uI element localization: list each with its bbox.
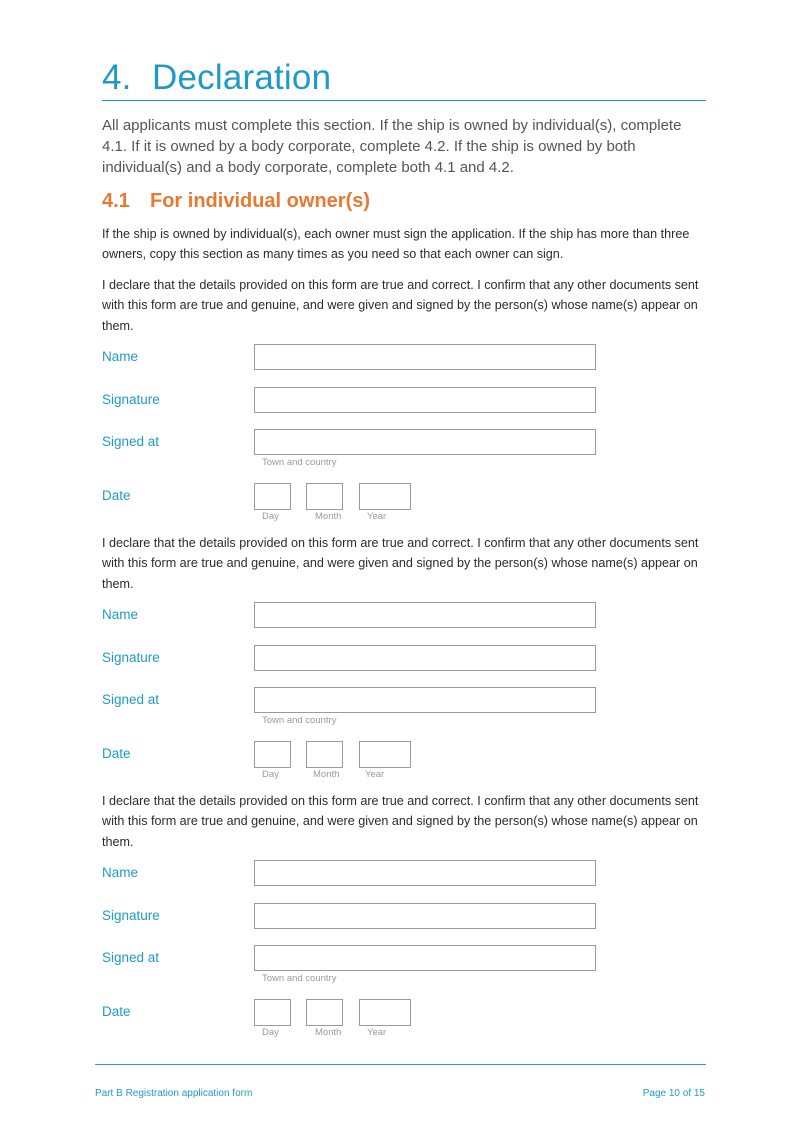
date-month-field[interactable]: [306, 741, 343, 768]
signature-label: Signature: [102, 392, 160, 407]
signed-at-label: Signed at: [102, 692, 160, 707]
footer-form-name: Part B Registration application form: [95, 1088, 253, 1099]
signed-at-field[interactable]: [254, 945, 596, 971]
name-label: Name: [102, 865, 139, 880]
date-label: Date: [102, 1004, 131, 1019]
signature-field[interactable]: [254, 903, 596, 929]
day-hint: Day: [262, 769, 279, 780]
name-label: Name: [102, 607, 139, 622]
signed-at-label: Signed at: [102, 434, 160, 449]
year-hint: Year: [367, 511, 387, 522]
section-heading: [102, 58, 331, 98]
section-intro: All applicants must complete this section. If the ship is owned by individual(s), complete 4.1. If it is owned by a body corporate, complete 4.2. If the ship is owned by both individual(s) and a body corporate, complete both 4.1 and 4.2.: [102, 117, 682, 176]
name-label: Name: [102, 349, 139, 364]
date-day-field[interactable]: [254, 741, 291, 768]
date-label: Date: [102, 746, 131, 761]
declaration-text: I declare that the details provided on this form are true and correct. I confirm that any other documents sent with this form are true and genuine, and were given and signed by the person(s) whose name(s) appear on them.: [102, 794, 699, 849]
footer-page-number: Page 10 of 15: [642, 1088, 705, 1099]
date-day-field[interactable]: [254, 999, 291, 1026]
date-month-field[interactable]: [306, 483, 343, 510]
signature-field[interactable]: [254, 387, 596, 413]
section-title: Declaration: [152, 58, 332, 97]
date-year-field[interactable]: [359, 741, 411, 768]
subsection-heading: [102, 190, 370, 213]
declaration-text: I declare that the details provided on this form are true and correct. I confirm that any other documents sent with this form are true and genuine, and were given and signed by the person(s) whose name(s) appear on them.: [102, 278, 699, 333]
date-month-field[interactable]: [306, 999, 343, 1026]
signed-at-hint: Town and country: [262, 973, 337, 984]
year-hint: Year: [365, 769, 385, 780]
date-label: Date: [102, 488, 131, 503]
subsection-number: 4.1: [102, 190, 130, 212]
date-day-field[interactable]: [254, 483, 291, 510]
month-hint: Month: [315, 511, 342, 522]
signed-at-field[interactable]: [254, 429, 596, 455]
declaration-text: I declare that the details provided on this form are true and correct. I confirm that any other documents sent with this form are true and genuine, and were given and signed by the person(s) whose name(s) appear on them.: [102, 536, 699, 591]
name-field[interactable]: [254, 860, 596, 886]
section-number: 4.: [102, 58, 132, 97]
subsection-title: For individual owner(s): [150, 190, 371, 212]
signature-field[interactable]: [254, 645, 596, 671]
signed-at-label: Signed at: [102, 950, 160, 965]
month-hint: Month: [315, 1027, 342, 1038]
signature-label: Signature: [102, 650, 160, 665]
name-field[interactable]: [254, 344, 596, 370]
date-year-field[interactable]: [359, 999, 411, 1026]
day-hint: Day: [262, 511, 279, 522]
signed-at-field[interactable]: [254, 687, 596, 713]
signed-at-hint: Town and country: [262, 457, 337, 468]
signed-at-hint: Town and country: [262, 715, 337, 726]
month-hint: Month: [313, 769, 340, 780]
signature-label: Signature: [102, 908, 160, 923]
day-hint: Day: [262, 1027, 279, 1038]
subsection-intro: If the ship is owned by individual(s), each owner must sign the application. If the ship has more than three owners, copy this section as many times as you need so that each owner can sign.: [102, 227, 690, 262]
footer-divider: [95, 1064, 706, 1065]
name-field[interactable]: [254, 602, 596, 628]
date-year-field[interactable]: [359, 483, 411, 510]
heading-divider: [102, 100, 706, 101]
year-hint: Year: [367, 1027, 387, 1038]
